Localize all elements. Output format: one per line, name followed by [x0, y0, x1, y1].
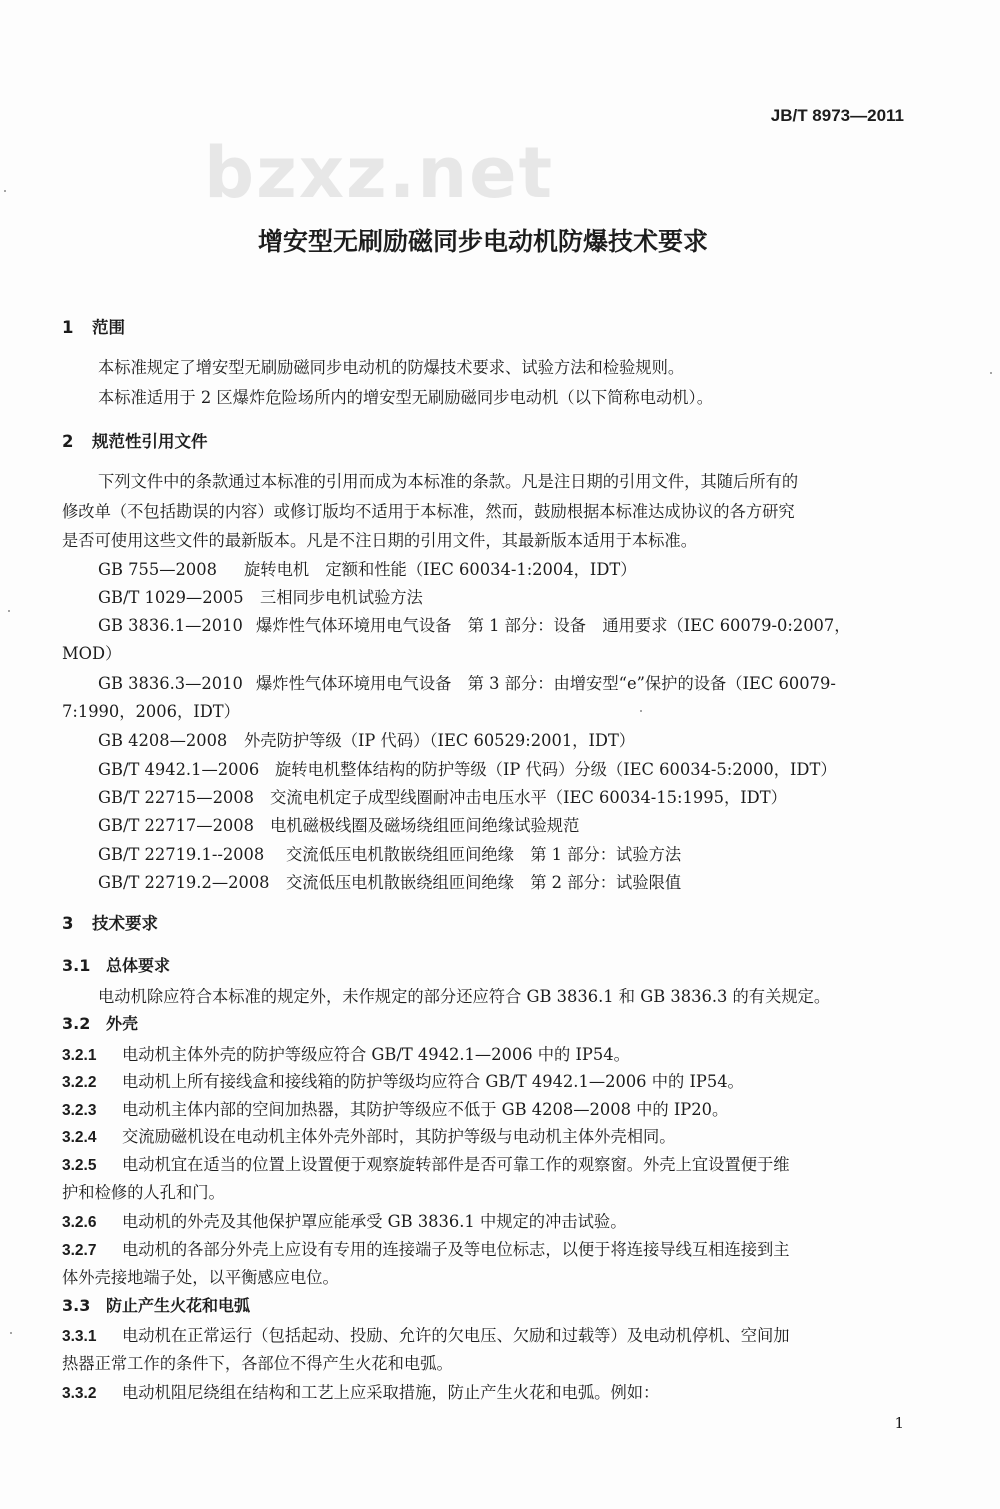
subsection-title: 外壳 — [106, 1014, 139, 1033]
clause-3-2-3 — [62, 1096, 728, 1120]
reference-title: 旋转电机 定额和性能（IEC 60034-1:2004，IDT） — [244, 560, 637, 579]
subsection-number: 3.1 — [62, 956, 91, 975]
clause-3-2-1 — [62, 1041, 630, 1065]
reference-title: 交流低压电机散嵌绕组匝间绝缘 第 2 部分：试验限值 — [286, 873, 682, 892]
reference-item — [98, 841, 681, 865]
paragraph: 本标准规定了增安型无刷励磁同步电动机的防爆技术要求、试验方法和检验规则。 — [98, 358, 685, 377]
subsection-number: 3.2 — [62, 1014, 91, 1033]
paragraph: 本标准适用于 2 区爆炸危险场所内的增安型无刷励磁同步电动机（以下简称电动机）。 — [98, 388, 713, 407]
clause-text: 电动机主体内部的空间加热器，其防护等级应不低于 GB 4208—2008 中的 IP20。 — [122, 1100, 729, 1119]
paragraph: 下列文件中的条款通过本标准的引用而成为本标准的条款。凡是注日期的引用文件，其随后所有的 — [98, 472, 799, 491]
subsection-3-2-heading — [62, 1011, 138, 1034]
reference-title: 三相同步电机试验方法 — [260, 588, 423, 607]
reference-title: 外壳防护等级（IP 代码）（IEC 60529:2001，IDT） — [244, 731, 636, 750]
clause-number: 3.2.7 — [62, 1242, 97, 1259]
subsection-number: 3.3 — [62, 1296, 91, 1315]
reference-code: GB/T 1029—2005 — [98, 588, 244, 607]
clause-3-3-2 — [62, 1379, 659, 1403]
clause-number: 3.3.2 — [62, 1385, 97, 1402]
clause-number: 3.2.4 — [62, 1129, 97, 1146]
reference-item — [98, 756, 837, 780]
clause-text: 电动机的各部分外壳上应设有专用的连接端子及等电位标志，以便于将连接导线互相连接到主 — [122, 1240, 790, 1259]
scan-speck — [990, 372, 992, 374]
section-number: 3 — [62, 914, 74, 933]
section-title: 范围 — [92, 318, 125, 337]
clause-3-2-5 — [62, 1151, 790, 1175]
reference-item — [98, 556, 637, 580]
section-title: 技术要求 — [92, 914, 158, 933]
reference-title: 爆炸性气体环境用电气设备 第 1 部分：设备 通用要求（IEC 60079-0:2007， — [256, 616, 851, 635]
clause-text: 交流励磁机设在电动机主体外壳外部时，其防护等级与电动机主体外壳相同。 — [122, 1127, 676, 1146]
subsection-3-1-heading — [62, 953, 170, 976]
reference-code: GB 3836.3—2010 — [98, 674, 243, 693]
subsection-title: 总体要求 — [106, 956, 171, 975]
reference-continuation: 7:1990，2006，IDT） — [62, 702, 240, 721]
clause-text: 电动机阻尼绕组在结构和工艺上应采取措施，防止产生火花和电弧。例如： — [122, 1383, 660, 1402]
reference-item — [98, 612, 851, 636]
clause-3-2-4 — [62, 1123, 676, 1147]
clause-continuation: 热器正常工作的条件下，各部位不得产生火花和电弧。 — [62, 1354, 453, 1373]
reference-continuation: MOD） — [62, 644, 122, 663]
clause-text: 电动机主体外壳的防护等级应符合 GB/T 4942.1—2006 中的 IP54。 — [122, 1045, 630, 1064]
document-title: 增安型无刷励磁同步电动机防爆技术要求 — [257, 227, 708, 256]
paragraph: 是否可使用这些文件的最新版本。凡是不注日期的引用文件，其最新版本适用于本标准。 — [62, 531, 697, 550]
clause-number: 3.2.6 — [62, 1214, 97, 1231]
scan-speck — [640, 710, 642, 712]
standard-code: JB/T 8973—2011 — [770, 106, 904, 125]
clause-3-2-6 — [62, 1208, 627, 1232]
section-number: 1 — [62, 318, 74, 337]
scan-speck — [4, 190, 6, 192]
reference-code: GB 755—2008 — [98, 560, 217, 579]
reference-item — [98, 869, 681, 893]
subsection-title: 防止产生火花和电弧 — [106, 1296, 251, 1315]
clause-text: 电动机宜在适当的位置上设置便于观察旋转部件是否可靠工作的观察窗。外壳上宜设置便于维 — [122, 1155, 790, 1174]
reference-code: GB/T 22719.1--2008 — [98, 845, 265, 864]
clause-number: 3.2.5 — [62, 1157, 97, 1174]
section-1-heading — [62, 314, 125, 338]
reference-item — [98, 584, 423, 608]
reference-item — [98, 812, 579, 836]
clause-number: 3.2.1 — [62, 1047, 97, 1064]
clause-continuation: 护和检修的人孔和门。 — [62, 1183, 225, 1202]
clause-number: 3.3.1 — [62, 1328, 97, 1345]
page-number: 1 — [894, 1414, 904, 1432]
subsection-3-3-heading — [62, 1293, 250, 1316]
reference-code: GB/T 22715—2008 — [98, 788, 254, 807]
reference-title: 旋转电机整体结构的防护等级（IP 代码）分级（IEC 60034-5:2000，IDT） — [275, 760, 837, 779]
clause-3-2-2 — [62, 1068, 744, 1092]
paragraph: 修改单（不包括勘误的内容）或修订版均不适用于本标准，然而，鼓励根据本标准达成协议的各方研究 — [62, 502, 795, 521]
section-2-heading — [62, 428, 208, 452]
clause-text: 电动机上所有接线盒和接线箱的防护等级均应符合 GB/T 4942.1—2006 中的 IP54。 — [122, 1072, 744, 1091]
clause-continuation: 体外壳接地端子处，以平衡感应电位。 — [62, 1268, 339, 1287]
clause-number: 3.2.3 — [62, 1102, 97, 1119]
reference-item — [98, 727, 635, 751]
reference-code: GB/T 22717—2008 — [98, 816, 254, 835]
clause-number: 3.2.2 — [62, 1074, 97, 1091]
reference-code: GB 3836.1—2010 — [98, 616, 243, 635]
reference-item — [98, 784, 787, 808]
clause-text: 电动机的外壳及其他保护罩应能承受 GB 3836.1 中规定的冲击试验。 — [122, 1212, 627, 1231]
scan-speck — [10, 1332, 12, 1334]
reference-item — [98, 670, 836, 694]
reference-code: GB 4208—2008 — [98, 731, 228, 750]
reference-title: 交流电机定子成型线圈耐冲击电压水平（IEC 60034-15:1995，IDT） — [270, 788, 787, 807]
reference-title: 电机磁极线圈及磁场绕组匝间绝缘试验规范 — [270, 816, 580, 835]
reference-title: 爆炸性气体环境用电气设备 第 3 部分：由增安型“e”保护的设备（IEC 60079- — [256, 674, 836, 693]
section-title: 规范性引用文件 — [92, 432, 208, 451]
clause-text: 电动机在正常运行（包括起动、投励、允许的欠电压、欠励和过载等）及电动机停机、空间加 — [122, 1326, 790, 1345]
reference-code: GB/T 22719.2—2008 — [98, 873, 270, 892]
paragraph: 电动机除应符合本标准的规定外，未作规定的部分还应符合 GB 3836.1 和 GB 3836.3 的有关规定。 — [98, 987, 831, 1006]
section-number: 2 — [62, 432, 74, 451]
clause-3-2-7 — [62, 1236, 790, 1260]
clause-3-3-1 — [62, 1322, 790, 1346]
reference-code: GB/T 4942.1—2006 — [98, 760, 260, 779]
section-3-heading — [62, 910, 158, 934]
scan-speck — [8, 610, 10, 612]
reference-title: 交流低压电机散嵌绕组匝间绝缘 第 1 部分：试验方法 — [286, 845, 682, 864]
watermark: bzxz.net — [204, 132, 555, 214]
